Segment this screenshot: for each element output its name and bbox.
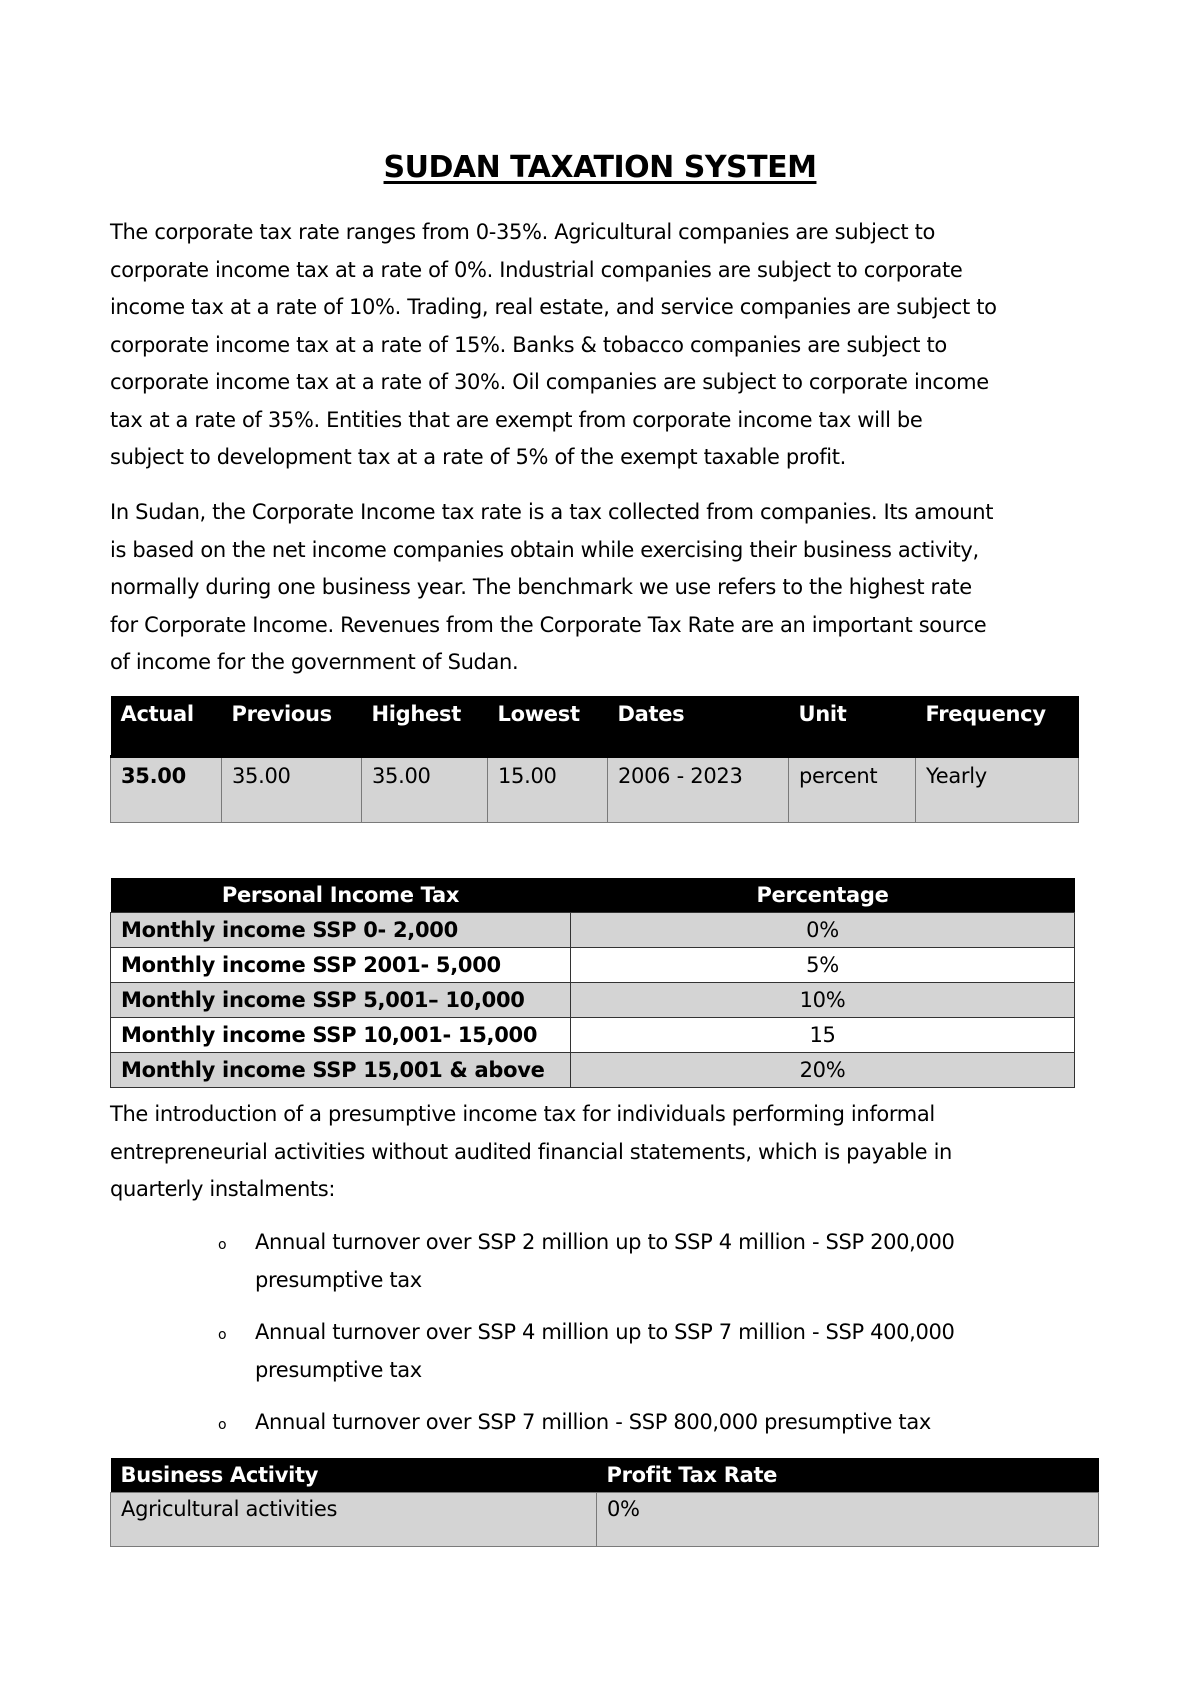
paragraph-line: corporate income tax at a rate of 0%. Industrial companies are subject to corporate [110, 257, 963, 282]
table-row [111, 756, 1079, 822]
table-cell: percent [789, 756, 916, 822]
percentage-cell: 0% [571, 913, 1075, 948]
column-header: Lowest [488, 696, 608, 756]
paragraph-line: The corporate tax rate ranges from 0-35%. Agricultural companies are subject to [110, 220, 935, 244]
table-cell: Yearly [916, 756, 1079, 822]
list-item-line: Annual turnover over SSP 7 million - SSP 800,000 presumptive tax [255, 1410, 931, 1434]
table-cell: 35.00 [111, 756, 222, 822]
list-item [218, 1404, 1075, 1442]
column-header: Profit Tax Rate [597, 1458, 1099, 1492]
table-header-row [111, 878, 1075, 913]
table-row [111, 913, 1075, 948]
bullet-marker: o [218, 1237, 227, 1253]
percentage-cell: 5% [571, 948, 1075, 983]
paragraph-line: normally during one business year. The benchmark we use refers to the highest rate [110, 575, 972, 599]
paragraph-line: income tax at a rate of 10%. Trading, real estate, and service companies are subject to [110, 295, 997, 319]
income-bracket-cell: Monthly income SSP 2001- 5,000 [111, 948, 571, 983]
list-item [218, 1224, 1075, 1299]
business-activity-table [110, 1458, 1099, 1547]
percentage-cell: 10% [571, 983, 1075, 1018]
list-item-line: Annual turnover over SSP 4 million up to SSP 7 million - SSP 400,000 [255, 1320, 955, 1344]
income-bracket-cell: Monthly income SSP 10,001- 15,000 [111, 1018, 571, 1053]
column-header: Business Activity [111, 1458, 597, 1492]
list-item-line: Annual turnover over SSP 2 million up to SSP 4 million - SSP 200,000 [255, 1230, 955, 1254]
list-item [218, 1314, 1075, 1389]
column-header: Previous [222, 696, 362, 756]
column-header: Frequency [916, 696, 1079, 756]
paragraph-line: for Corporate Income. Revenues from the Corporate Tax Rate are an important source [110, 612, 987, 637]
paragraph-line: tax at a rate of 35%. Entities that are exempt from corporate income tax will be [110, 407, 923, 432]
column-header: Dates [608, 696, 789, 756]
paragraph-line: subject to development tax at a rate of 5% of the exempt taxable profit. [110, 445, 846, 469]
column-header: Unit [789, 696, 916, 756]
table-header-row [111, 696, 1079, 756]
column-header: Actual [111, 696, 222, 756]
list-item-line: presumptive tax [255, 1267, 422, 1292]
table-cell: Agricultural activities [111, 1492, 597, 1546]
page-title: SUDAN TAXATION SYSTEM [383, 150, 817, 185]
presumptive-tax-paragraph [110, 1096, 1110, 1209]
income-bracket-cell: Monthly income SSP 15,001 & above [111, 1053, 571, 1088]
list-item-line: presumptive tax [255, 1357, 422, 1382]
table-cell: 35.00 [362, 756, 488, 822]
paragraph-line: is based on the net income companies obtain while exercising their business activity, [110, 537, 979, 562]
percentage-cell: 20% [571, 1053, 1075, 1088]
paragraph-line: The introduction of a presumptive income tax for individuals performing informal [110, 1102, 935, 1126]
paragraph-line: corporate income tax at a rate of 30%. Oil companies are subject to corporate income [110, 370, 989, 394]
column-header: Percentage [571, 878, 1075, 913]
table-cell: 35.00 [222, 756, 362, 822]
table-cell: 2006 - 2023 [608, 756, 789, 822]
table-row [111, 948, 1075, 983]
table-cell: 15.00 [488, 756, 608, 822]
paragraph-line: corporate income tax at a rate of 15%. Banks & tobacco companies are subject to [110, 332, 947, 357]
paragraph-line: entrepreneurial activities without audited financial statements, which is payable in [110, 1139, 953, 1164]
percentage-cell: 15 [571, 1018, 1075, 1053]
paragraph-line: of income for the government of Sudan. [110, 650, 519, 674]
personal-income-tax-table [110, 878, 1075, 1088]
corporate-tax-table [110, 696, 1079, 823]
bullet-marker: o [218, 1327, 227, 1343]
table-row [111, 1492, 1099, 1546]
table-cell: 0% [597, 1492, 1099, 1546]
table-row [111, 1053, 1075, 1088]
column-header: Highest [362, 696, 488, 756]
table-row [111, 1018, 1075, 1053]
corporate-tax-paragraph [110, 214, 1110, 477]
bullet-marker: o [218, 1417, 227, 1433]
column-header: Personal Income Tax [111, 878, 571, 913]
income-bracket-cell: Monthly income SSP 5,001– 10,000 [111, 983, 571, 1018]
table-row [111, 983, 1075, 1018]
paragraph-line: In Sudan, the Corporate Income tax rate is a tax collected from companies. Its amount [110, 500, 994, 524]
table-header-row [111, 1458, 1099, 1492]
paragraph-line: quarterly instalments: [110, 1177, 336, 1201]
corporate-income-paragraph [110, 494, 1110, 682]
income-bracket-cell: Monthly income SSP 0- 2,000 [111, 913, 571, 948]
